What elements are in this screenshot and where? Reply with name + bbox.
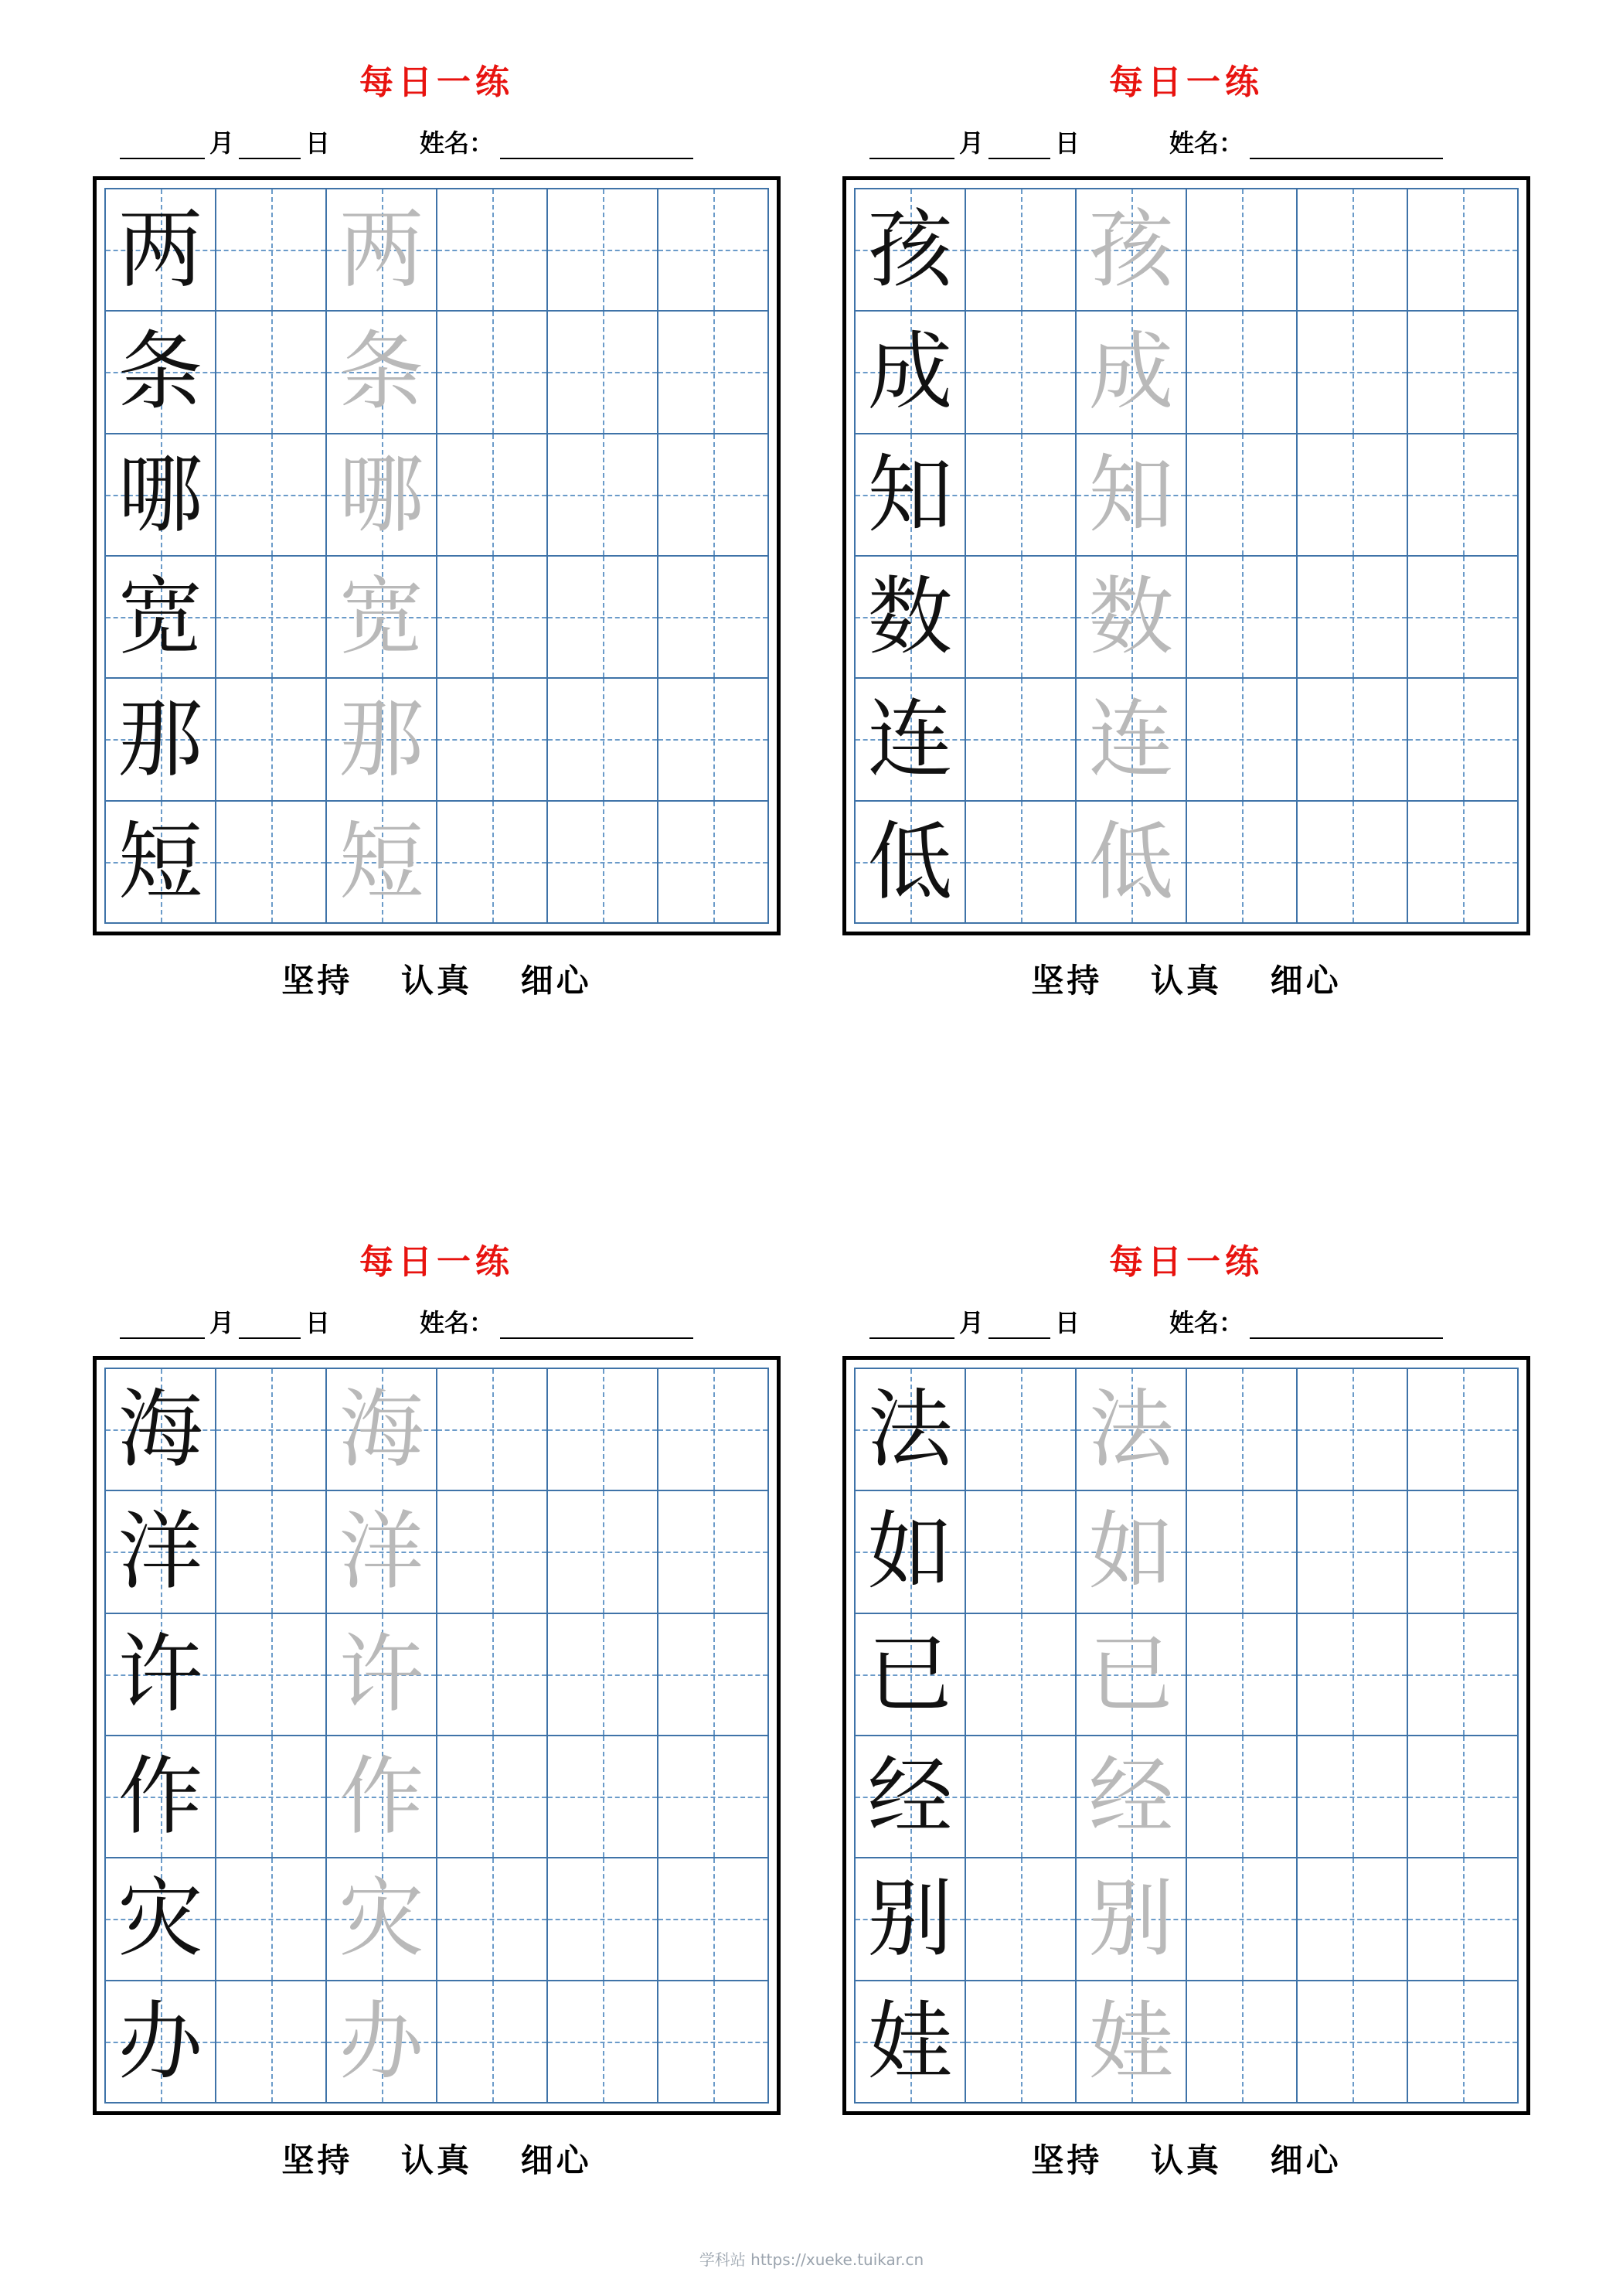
footer-item: 细心 (1270, 2141, 1342, 2179)
grid-cell[interactable] (216, 802, 327, 924)
name-label: 姓名： (420, 128, 495, 158)
grid-cell[interactable] (1077, 802, 1187, 924)
character-trace: 孩 (1088, 200, 1174, 300)
grid-cell[interactable] (1187, 1491, 1298, 1613)
day-input-line[interactable] (988, 1316, 1050, 1339)
grid-cell[interactable] (1077, 679, 1187, 801)
grid-cell[interactable] (966, 1981, 1077, 2104)
day-input-line[interactable] (988, 136, 1050, 159)
grid-cell[interactable] (856, 557, 966, 679)
grid-cell[interactable] (216, 434, 327, 557)
month-label: 月 (209, 128, 235, 158)
grid-cell[interactable] (658, 1369, 769, 1491)
character-trace: 宽 (339, 567, 424, 667)
grid-cell[interactable] (548, 1981, 658, 2104)
grid-cell[interactable] (1408, 1369, 1519, 1491)
grid-cell[interactable] (856, 189, 966, 312)
character-model: 作 (117, 1747, 203, 1847)
grid-cell[interactable] (216, 189, 327, 312)
grid-cell[interactable] (1187, 679, 1298, 801)
grid-cell[interactable] (966, 1369, 1077, 1491)
day-input-line[interactable] (239, 136, 301, 159)
grid-cell[interactable] (327, 1736, 437, 1858)
grid-cell[interactable] (1408, 1614, 1519, 1736)
grid-cell[interactable] (966, 1736, 1077, 1858)
footer-item: 认真 (1150, 962, 1222, 1000)
grid-cell[interactable] (437, 312, 548, 434)
grid-cell[interactable] (548, 802, 658, 924)
month-input-line[interactable] (869, 136, 954, 159)
month-input-line[interactable] (869, 1316, 954, 1339)
grid-cell[interactable] (1408, 1858, 1519, 1981)
day-label: 日 (305, 1308, 331, 1337)
grid-cell[interactable] (437, 1736, 548, 1858)
watermark: 学科站 https://xueke.tuikar.cn (699, 2250, 924, 2269)
sheet-title: 每日一练 (359, 1242, 514, 1282)
grid-cell[interactable] (856, 1369, 966, 1491)
name-field (420, 124, 693, 159)
character-model: 那 (117, 690, 203, 789)
grid-cell[interactable] (856, 1491, 966, 1613)
grid-cell[interactable] (437, 802, 548, 924)
month-label: 月 (959, 1308, 985, 1337)
footer-item: 坚持 (281, 2141, 353, 2179)
grid-cell[interactable] (856, 1981, 966, 2104)
grid-cell[interactable] (1408, 312, 1519, 434)
grid-cell[interactable] (658, 802, 769, 924)
grid-cell[interactable] (327, 679, 437, 801)
character-model: 哪 (117, 445, 203, 544)
character-model: 宽 (117, 567, 203, 667)
character-trace: 哪 (339, 445, 424, 544)
grid-cell[interactable] (106, 1369, 216, 1491)
character-trace: 成 (1088, 322, 1174, 422)
sheet-header (869, 1303, 1503, 1339)
grid-cell[interactable] (1187, 1858, 1298, 1981)
grid-cell[interactable] (548, 679, 658, 801)
character-trace: 别 (1088, 1869, 1174, 1969)
day-label: 日 (1055, 1308, 1080, 1337)
character-trace: 短 (339, 812, 424, 911)
grid-cell[interactable] (106, 189, 216, 312)
grid-cell[interactable] (658, 1491, 769, 1613)
grid-cell[interactable] (966, 1614, 1077, 1736)
footer-item: 认真 (1150, 2141, 1222, 2179)
footer-item: 细心 (1270, 962, 1342, 1000)
grid-cell[interactable] (1187, 557, 1298, 679)
character-model: 已 (867, 1624, 953, 1724)
grid-cell[interactable] (1298, 1491, 1408, 1613)
character-trace: 那 (339, 690, 424, 789)
grid-cell[interactable] (437, 189, 548, 312)
sheet-title: 每日一练 (359, 63, 514, 102)
sheet-header (869, 124, 1503, 159)
month-label: 月 (959, 128, 985, 158)
grid-cell[interactable] (1298, 312, 1408, 434)
grid-cell[interactable] (1077, 1981, 1187, 2104)
character-model: 办 (117, 1991, 203, 2091)
grid-cell[interactable] (327, 312, 437, 434)
sheet-title: 每日一练 (1109, 1242, 1264, 1282)
character-grid (854, 1368, 1519, 2104)
name-field (1169, 1303, 1443, 1339)
character-model: 低 (867, 812, 953, 911)
month-label: 月 (209, 1308, 235, 1337)
grid-cell[interactable] (1408, 557, 1519, 679)
footer-item: 坚持 (281, 962, 353, 1000)
grid-cell[interactable] (856, 434, 966, 557)
character-grid (854, 188, 1519, 924)
grid-cell[interactable] (106, 1858, 216, 1981)
sheet-header (120, 124, 754, 159)
grid-cell[interactable] (966, 1491, 1077, 1613)
character-trace: 数 (1088, 567, 1174, 667)
character-model: 孩 (867, 200, 953, 300)
grid-cell[interactable] (1187, 802, 1298, 924)
grid-cell[interactable] (327, 557, 437, 679)
grid-cell[interactable] (327, 434, 437, 557)
grid-cell[interactable] (1408, 679, 1519, 801)
grid-cell[interactable] (1077, 1369, 1187, 1491)
grid-cell[interactable] (1077, 189, 1187, 312)
name-input-line[interactable] (1250, 1316, 1443, 1339)
sheet-footer (93, 956, 781, 1002)
grid-cell[interactable] (106, 1614, 216, 1736)
character-model: 法 (867, 1380, 953, 1480)
footer-item: 细心 (520, 2141, 592, 2179)
sheet-title: 每日一练 (1109, 63, 1264, 102)
day-label: 日 (1055, 128, 1080, 158)
day-label: 日 (305, 128, 331, 158)
sheet-footer (842, 956, 1530, 1002)
grid-cell[interactable] (1298, 1858, 1408, 1981)
character-model: 条 (117, 322, 203, 422)
grid-cell[interactable] (1408, 1981, 1519, 2104)
grid-cell[interactable] (106, 557, 216, 679)
grid-cell[interactable] (327, 802, 437, 924)
character-trace: 连 (1088, 690, 1174, 789)
grid-cell[interactable] (1298, 679, 1408, 801)
grid-cell[interactable] (437, 1858, 548, 1981)
grid-cell[interactable] (437, 557, 548, 679)
grid-cell[interactable] (856, 1736, 966, 1858)
grid-cell[interactable] (1187, 434, 1298, 557)
grid-cell[interactable] (548, 1858, 658, 1981)
grid-cell[interactable] (658, 312, 769, 434)
character-grid-frame (93, 176, 781, 935)
sheet-footer (842, 2135, 1530, 2182)
grid-cell[interactable] (1187, 1614, 1298, 1736)
character-trace: 作 (339, 1747, 424, 1847)
grid-cell[interactable] (966, 1858, 1077, 1981)
character-trace: 娃 (1088, 1991, 1174, 2091)
grid-cell[interactable] (1077, 1736, 1187, 1858)
grid-cell[interactable] (658, 679, 769, 801)
grid-cell[interactable] (437, 1491, 548, 1613)
grid-cell[interactable] (106, 1981, 216, 2104)
name-label: 姓名： (1169, 128, 1244, 158)
grid-cell[interactable] (658, 1858, 769, 1981)
character-trace: 已 (1088, 1624, 1174, 1724)
character-trace: 知 (1088, 445, 1174, 544)
character-trace: 条 (339, 322, 424, 422)
character-model: 娃 (867, 1991, 953, 2091)
grid-cell[interactable] (216, 557, 327, 679)
grid-cell[interactable] (1077, 1491, 1187, 1613)
grid-cell[interactable] (216, 1858, 327, 1981)
grid-cell[interactable] (327, 1981, 437, 2104)
character-model: 许 (117, 1624, 203, 1724)
grid-cell[interactable] (1298, 802, 1408, 924)
grid-cell[interactable] (1077, 312, 1187, 434)
grid-cell[interactable] (1298, 1981, 1408, 2104)
practice-sheet (62, 54, 812, 1002)
grid-cell[interactable] (327, 189, 437, 312)
grid-cell[interactable] (216, 1736, 327, 1858)
grid-cell[interactable] (966, 189, 1077, 312)
grid-cell[interactable] (1187, 1981, 1298, 2104)
month-input-line[interactable] (120, 1316, 205, 1339)
character-model: 成 (867, 322, 953, 422)
character-trace: 如 (1088, 1502, 1174, 1602)
grid-cell[interactable] (548, 1491, 658, 1613)
footer-item: 认真 (400, 962, 472, 1000)
grid-cell[interactable] (548, 1614, 658, 1736)
grid-cell[interactable] (437, 434, 548, 557)
footer-item: 认真 (400, 2141, 472, 2179)
grid-cell[interactable] (106, 434, 216, 557)
character-model: 如 (867, 1502, 953, 1602)
character-trace: 办 (339, 1991, 424, 2091)
name-label: 姓名： (420, 1308, 495, 1337)
grid-cell[interactable] (216, 1981, 327, 2104)
grid-cell[interactable] (106, 679, 216, 801)
grid-cell[interactable] (1187, 1736, 1298, 1858)
grid-cell[interactable] (1298, 434, 1408, 557)
grid-cell[interactable] (1077, 434, 1187, 557)
footer-item: 坚持 (1031, 2141, 1103, 2179)
grid-cell[interactable] (216, 1369, 327, 1491)
character-trace: 法 (1088, 1380, 1174, 1480)
grid-cell[interactable] (966, 434, 1077, 557)
grid-cell[interactable] (658, 189, 769, 312)
character-model: 知 (867, 445, 953, 544)
grid-cell[interactable] (106, 1491, 216, 1613)
character-trace: 两 (339, 200, 424, 300)
grid-cell[interactable] (1077, 1858, 1187, 1981)
name-label: 姓名： (1169, 1308, 1244, 1337)
practice-sheet (62, 1234, 812, 2182)
footer-item: 坚持 (1031, 962, 1103, 1000)
grid-cell[interactable] (658, 1614, 769, 1736)
character-trace: 许 (339, 1624, 424, 1724)
grid-cell[interactable] (216, 312, 327, 434)
character-trace: 洋 (339, 1502, 424, 1602)
character-trace: 海 (339, 1380, 424, 1480)
character-model: 海 (117, 1380, 203, 1480)
grid-cell[interactable] (658, 1981, 769, 2104)
character-grid-frame (93, 1356, 781, 2115)
grid-cell[interactable] (548, 1369, 658, 1491)
grid-cell[interactable] (437, 679, 548, 801)
grid-cell[interactable] (437, 1614, 548, 1736)
grid-cell[interactable] (327, 1614, 437, 1736)
grid-cell[interactable] (966, 802, 1077, 924)
grid-cell[interactable] (1077, 1614, 1187, 1736)
name-input-line[interactable] (500, 1316, 693, 1339)
character-model: 洋 (117, 1502, 203, 1602)
character-grid (104, 1368, 769, 2104)
footer-item: 细心 (520, 962, 592, 1000)
character-model: 两 (117, 200, 203, 300)
sheet-footer (93, 2135, 781, 2182)
name-field (1169, 124, 1443, 159)
character-model: 短 (117, 812, 203, 911)
grid-cell[interactable] (548, 189, 658, 312)
grid-cell[interactable] (106, 802, 216, 924)
character-trace: 经 (1088, 1747, 1174, 1847)
grid-cell[interactable] (856, 1858, 966, 1981)
grid-cell[interactable] (437, 1981, 548, 2104)
day-input-line[interactable] (239, 1316, 301, 1339)
character-grid-frame (842, 1356, 1530, 2115)
sheet-header (120, 1303, 754, 1339)
name-input-line[interactable] (500, 136, 693, 159)
grid-cell[interactable] (1298, 1736, 1408, 1858)
grid-cell[interactable] (1298, 557, 1408, 679)
character-model: 别 (867, 1869, 953, 1969)
character-trace: 低 (1088, 812, 1174, 911)
grid-cell[interactable] (1408, 189, 1519, 312)
character-model: 数 (867, 567, 953, 667)
grid-cell[interactable] (548, 1736, 658, 1858)
grid-cell[interactable] (966, 557, 1077, 679)
character-model: 经 (867, 1747, 953, 1847)
grid-cell[interactable] (856, 679, 966, 801)
grid-cell[interactable] (437, 1369, 548, 1491)
grid-cell[interactable] (1408, 1491, 1519, 1613)
grid-cell[interactable] (1077, 557, 1187, 679)
grid-cell[interactable] (327, 1858, 437, 1981)
grid-cell[interactable] (1187, 312, 1298, 434)
grid-cell[interactable] (1298, 1614, 1408, 1736)
grid-cell[interactable] (1187, 189, 1298, 312)
grid-cell[interactable] (1298, 1369, 1408, 1491)
grid-cell[interactable] (658, 434, 769, 557)
grid-cell[interactable] (106, 312, 216, 434)
grid-cell[interactable] (216, 679, 327, 801)
grid-cell[interactable] (1408, 802, 1519, 924)
grid-cell[interactable] (106, 1736, 216, 1858)
practice-sheet (812, 1234, 1561, 2182)
grid-cell[interactable] (1187, 1369, 1298, 1491)
grid-cell[interactable] (1298, 189, 1408, 312)
grid-cell[interactable] (216, 1491, 327, 1613)
grid-cell[interactable] (327, 1491, 437, 1613)
grid-cell[interactable] (966, 312, 1077, 434)
character-model: 灾 (117, 1869, 203, 1969)
grid-cell[interactable] (548, 434, 658, 557)
month-input-line[interactable] (120, 136, 205, 159)
grid-cell[interactable] (856, 802, 966, 924)
character-grid (104, 188, 769, 924)
practice-sheet (812, 54, 1561, 1002)
grid-cell[interactable] (1408, 434, 1519, 557)
grid-cell[interactable] (327, 1369, 437, 1491)
grid-cell[interactable] (548, 312, 658, 434)
name-field (420, 1303, 693, 1339)
grid-cell[interactable] (548, 557, 658, 679)
grid-cell[interactable] (966, 679, 1077, 801)
grid-cell[interactable] (658, 557, 769, 679)
grid-cell[interactable] (856, 1614, 966, 1736)
character-trace: 灾 (339, 1869, 424, 1969)
grid-cell[interactable] (1408, 1736, 1519, 1858)
grid-cell[interactable] (856, 312, 966, 434)
name-input-line[interactable] (1250, 136, 1443, 159)
grid-cell[interactable] (216, 1614, 327, 1736)
grid-cell[interactable] (658, 1736, 769, 1858)
character-grid-frame (842, 176, 1530, 935)
character-model: 连 (867, 690, 953, 789)
